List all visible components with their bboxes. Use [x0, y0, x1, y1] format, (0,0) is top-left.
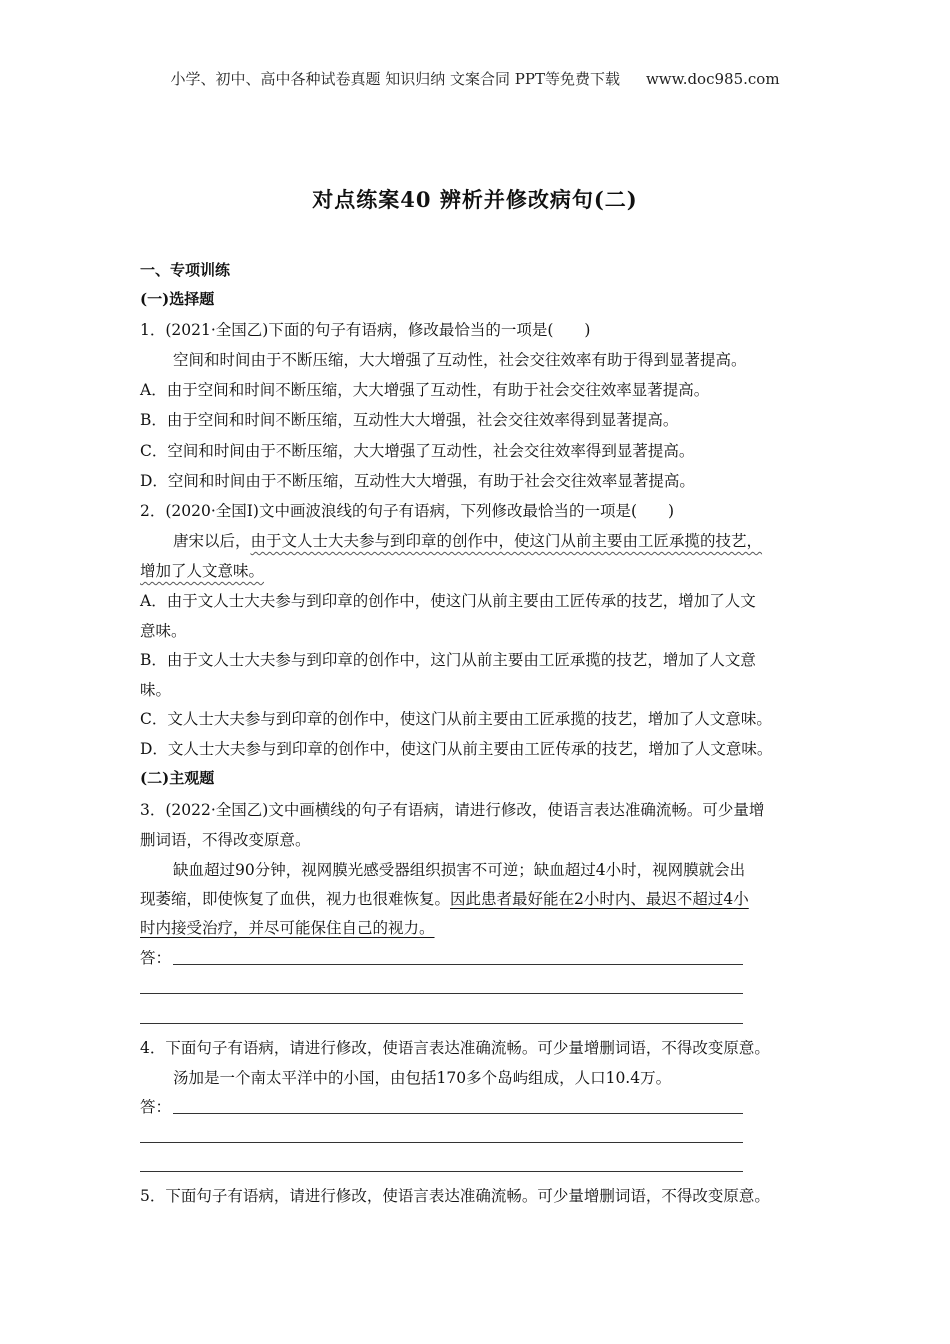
- q3-passage-plain: 现萎缩，即使恢复了血供，视力也很难恢复。: [140, 890, 451, 908]
- q4-answer-label: 答：: [140, 1098, 172, 1116]
- q2-wavy-text-2: 增加了人文意味。: [140, 562, 265, 580]
- q2-option-c: C．文人士大夫参与到印章的创作中，使这门从前主要由工匠承揽的技艺，增加了人文意味。: [140, 710, 772, 728]
- q3-answer-label: 答：: [140, 949, 172, 967]
- q2-stem: 2．(2020·全国Ⅰ)文中画波浪线的句子有语病，下列修改最恰当的一项是( ): [140, 502, 675, 520]
- page-title: 对点练案40 辨析并修改病句(二): [312, 187, 638, 212]
- q3-passage-line1: 缺血超过90分钟，视网膜光感受器组织损害不可逆；缺血超过4小时，视网膜就会出: [173, 861, 746, 879]
- q2-option-a-line2: 意味。: [140, 622, 187, 640]
- q1-option-b: B．由于空间和时间不断压缩，互动性大大增强，社会交往效率得到显著提高。: [140, 411, 679, 429]
- q1-option-d: D．空间和时间由于不断压缩，互动性大大增强，有助于社会交往效率显著提高。: [140, 472, 695, 490]
- header-text: 小学、初中、高中各种试卷真题 知识归纳 文案合同 PPT等免费下载: [170, 70, 620, 88]
- q2-sentence-line1: [173, 529, 762, 551]
- q4-sentence: 汤加是一个南太平洋中的小国，由包括170多个岛屿组成，人口10.4万。: [173, 1069, 672, 1087]
- q2-option-b-line1: B．由于文人士大夫参与到印章的创作中，这门从前主要由工匠承揽的技艺，增加了人文意: [140, 651, 756, 669]
- q2-option-a-line1: A．由于文人士大夫参与到印章的创作中，使这门从前主要由工匠传承的技艺，增加了人文: [140, 592, 756, 610]
- q4-stem: 4．下面句子有语病，请进行修改，使语言表达准确流畅。可少量增删词语，不得改变原意。: [140, 1039, 770, 1057]
- q4-answer-line-1[interactable]: [173, 1113, 743, 1114]
- q3-passage-line2: [140, 887, 749, 909]
- q3-stem-line1: 3．(2022·全国乙)文中画横线的句子有语病，请进行修改，使语言表达准确流畅。可少量增: [140, 801, 765, 819]
- q4-answer-line-2[interactable]: [140, 1142, 743, 1143]
- page-header: [0, 68, 950, 89]
- q3-underlined-text-2: 时内接受治疗，并尽可能保住自己的视力。: [140, 919, 435, 937]
- q3-stem-line2: 删词语，不得改变原意。: [140, 831, 311, 849]
- q3-answer-line-2[interactable]: [140, 993, 743, 994]
- q2-option-d: D．文人士大夫参与到印章的创作中，使这门从前主要由工匠传承的技艺，增加了人文意味。: [140, 740, 773, 758]
- section-heading: 一、专项训练: [140, 261, 231, 279]
- q3-underlined-text-1: 因此患者最好能在2小时内、最迟不超过4小: [450, 890, 749, 908]
- q2-sentence-prefix: 唐宋以后，: [173, 532, 251, 550]
- q1-sentence: 空间和时间由于不断压缩，大大增强了互动性，社会交往效率有助于得到显著提高。: [173, 351, 747, 369]
- q4-answer-line-3[interactable]: [140, 1171, 743, 1172]
- subsection-heading-subjective: (二)主观题: [140, 769, 215, 787]
- q2-sentence-line2: [140, 559, 264, 581]
- q1-option-a: A．由于空间和时间不断压缩，大大增强了互动性，有助于社会交往效率显著提高。: [140, 381, 710, 399]
- q1-stem: 1．(2021·全国乙)下面的句子有语病，修改最恰当的一项是( ): [140, 321, 591, 339]
- q5-stem: 5．下面句子有语病，请进行修改，使语言表达准确流畅。可少量增删词语，不得改变原意。: [140, 1187, 770, 1205]
- q2-option-b-line2: 味。: [140, 681, 172, 699]
- header-url[interactable]: www.doc985.com: [645, 70, 780, 88]
- q3-passage-line3: [140, 916, 435, 938]
- q1-option-c: C．空间和时间由于不断压缩，大大增强了互动性，社会交往效率得到显著提高。: [140, 442, 695, 460]
- subsection-heading-choice: (一)选择题: [140, 290, 215, 308]
- q3-answer-line-3[interactable]: [140, 1023, 743, 1024]
- q2-wavy-text-1: 由于文人士大夫参与到印章的创作中，使这门从前主要由工匠承揽的技艺，: [250, 532, 763, 550]
- q3-answer-line-1[interactable]: [173, 964, 743, 965]
